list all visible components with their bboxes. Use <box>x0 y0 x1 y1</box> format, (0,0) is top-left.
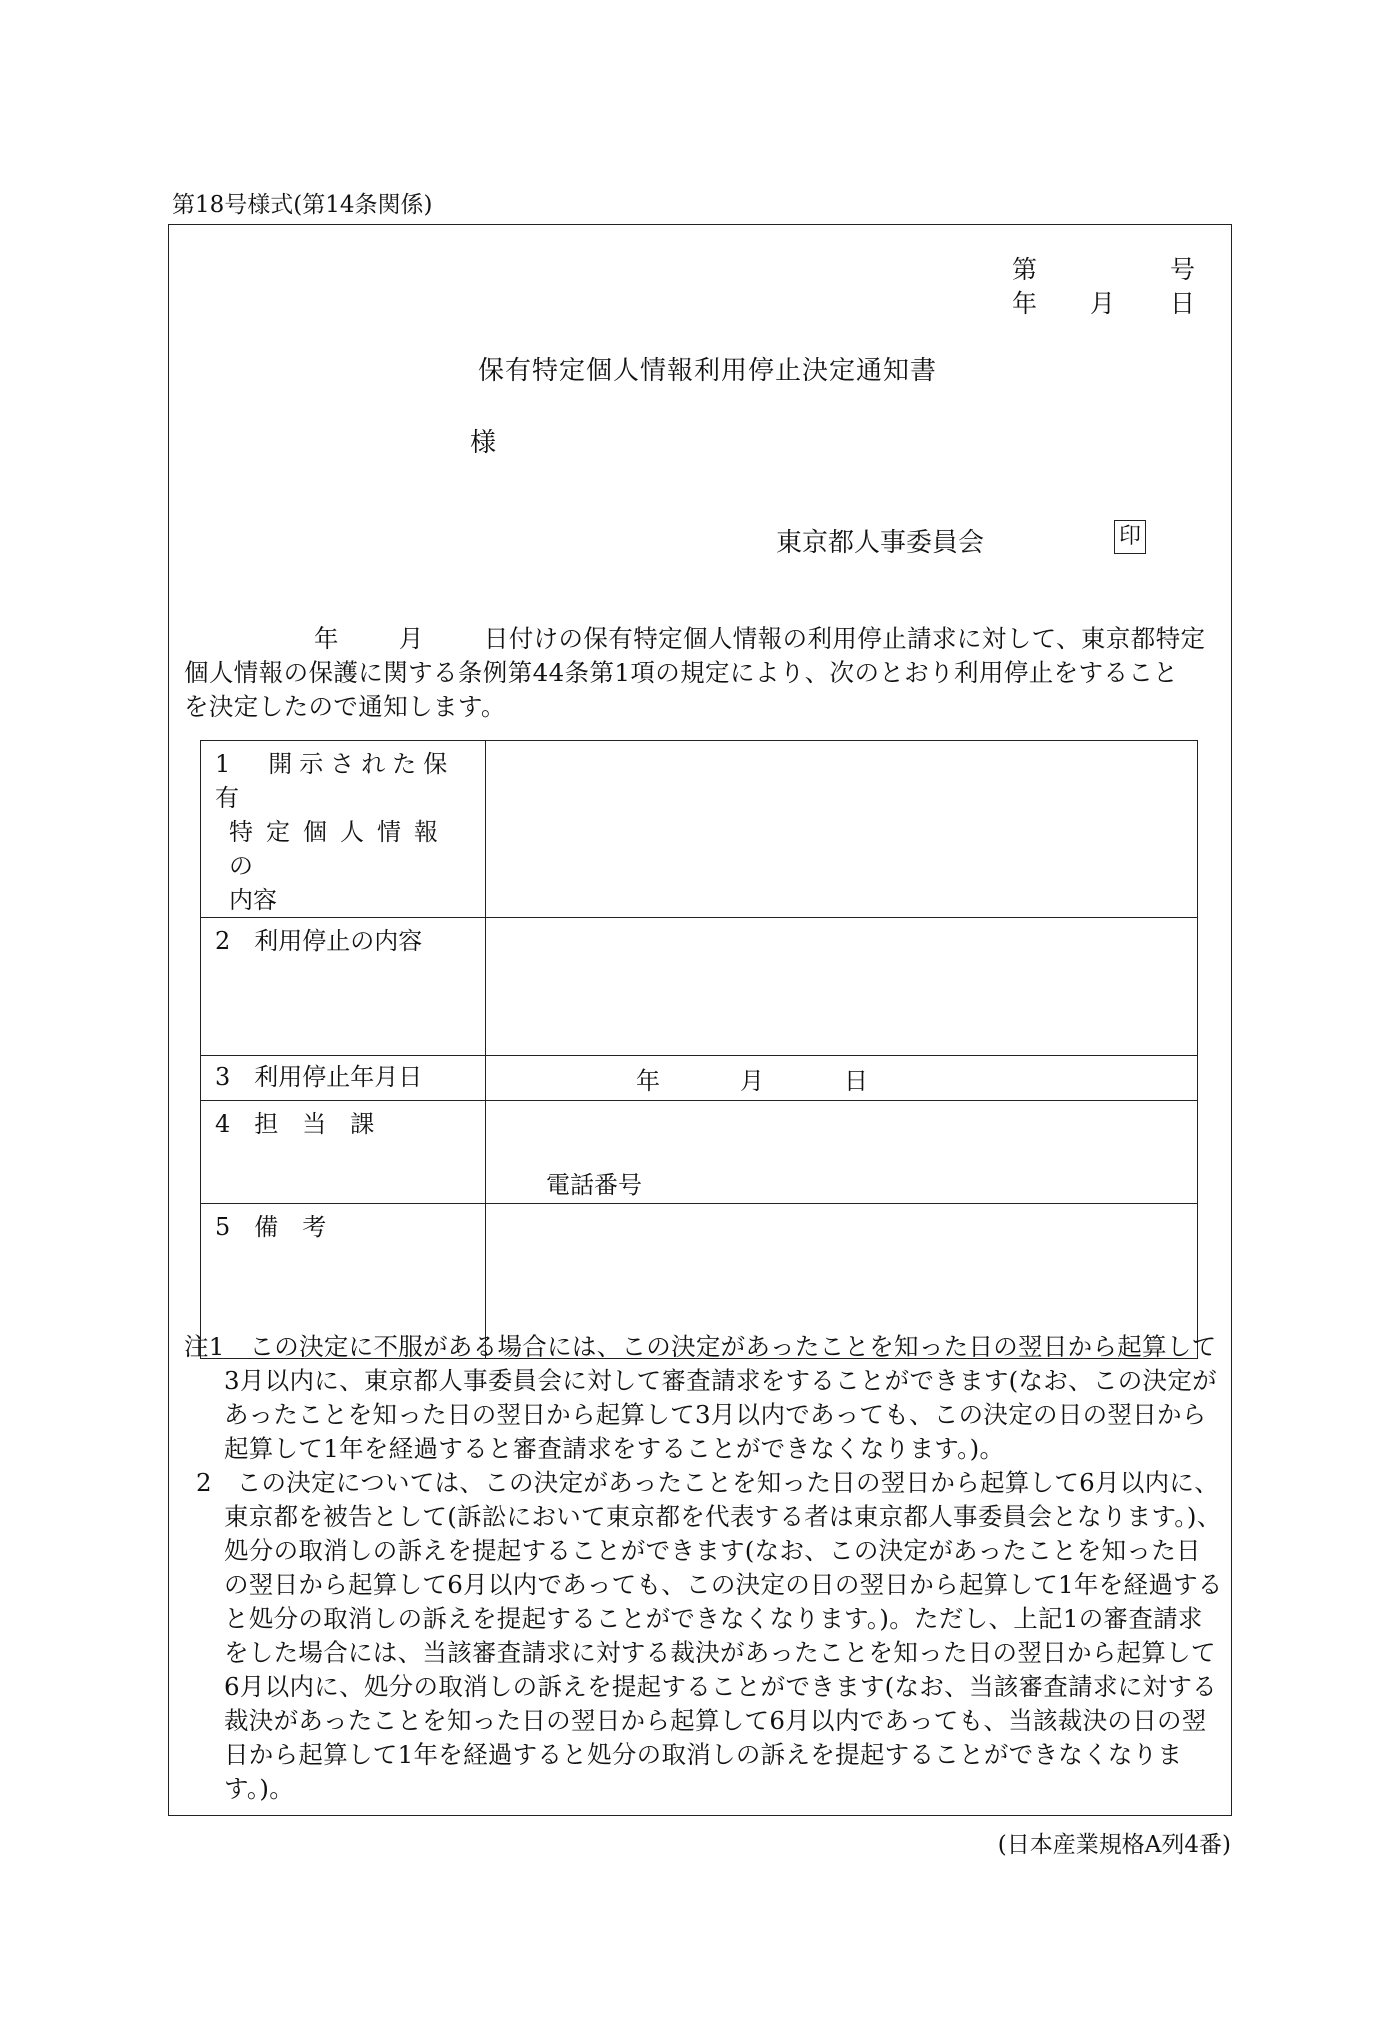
row1-label-line3: 内容 <box>229 886 277 914</box>
seal-mark: 印 <box>1114 520 1146 554</box>
table-row <box>201 1056 1198 1101</box>
body-line3: を決定したので通知します。 <box>184 692 506 721</box>
notes-section <box>184 1330 1224 1806</box>
row5-label: 5 備 考 <box>201 1204 486 1359</box>
row3-date <box>636 1061 868 1096</box>
doc-number-suffix: 号 <box>1170 255 1196 284</box>
row3-value[interactable] <box>486 1056 1198 1101</box>
note-2: 2 この決定については、この決定があったことを知った日の翌日から起算して6月以内に、東京都を被告として(訴訟において東京都を代表する者は東京都人事委員会となります。)、処分の取消しの訴えを提起することができます(なお、この決定があったことを知った日の翌日から起算して6月以内であっても、この決定の日の翌日から起算して1年を経過すると処分の取消しの訴えを提起することができなくなります。)。ただし、上記1の審査請求をした場合には、当該審査請求に対する裁決があったことを知った日の翌日から起算して6月以内に、処分の取消しの訴えを提起することができます(なお、当該審査請求に対する裁決があったことを知った日の翌日から起算して6月以内であっても、当該裁決の日の翌日から起算して1年を経過すると処分の取消しの訴えを提起することができなくなります。)。 <box>196 1468 1223 1803</box>
row1-value[interactable] <box>486 741 1198 918</box>
row1-label-line1: 1 開示された保有 <box>215 750 455 812</box>
row1-label-line2: 特定個人情報の <box>229 818 451 880</box>
table-row <box>201 918 1198 1056</box>
doc-date-day: 日 <box>1170 289 1196 318</box>
body-line2: 個人情報の保護に関する条例第44条第1項の規定により、次のとおり利用停止をすること <box>184 658 1179 687</box>
table-row <box>201 1101 1198 1204</box>
form-number-label: 第18号様式(第14条関係) <box>172 192 433 218</box>
doc-date-month: 月 <box>1090 289 1116 318</box>
row2-label: 2 利用停止の内容 <box>201 918 486 1056</box>
issuer-name: 東京都人事委員会 <box>776 528 985 558</box>
body-year: 年 <box>314 624 339 653</box>
row4-label: 4 担 当 課 <box>201 1101 486 1204</box>
decision-table <box>200 740 1198 1359</box>
body-month: 月 <box>398 624 424 653</box>
row1-label <box>201 741 486 918</box>
doc-date-year: 年 <box>1012 289 1038 318</box>
row3-month: 月 <box>740 1067 764 1095</box>
recipient-honorific: 様 <box>470 428 497 458</box>
row3-label: 3 利用停止年月日 <box>201 1056 486 1101</box>
document-title: 保有特定個人情報利用停止決定通知書 <box>478 356 938 386</box>
row2-value[interactable] <box>486 918 1198 1056</box>
row4-phone-label: 電話番号 <box>546 1171 642 1199</box>
paper-size-note: (日本産業規格A列4番) <box>997 1832 1231 1858</box>
table-row <box>201 741 1198 918</box>
row4-value[interactable] <box>486 1101 1198 1204</box>
body-line1: 日付けの保有特定個人情報の利用停止請求に対して、東京都特定 <box>483 624 1206 653</box>
note-1: 注1 この決定に不服がある場合には、この決定があったことを知った日の翌日から起算して3月以内に、東京都人事委員会に対して審査請求をすることができます(なお、この決定があったことを知った日の翌日から起算して3月以内であっても、この決定の日の翌日から起算して1年を経過すると審査請求をすることができなくなります。)。 <box>184 1332 1217 1463</box>
doc-number-prefix: 第 <box>1012 255 1038 284</box>
body-paragraph <box>184 622 1224 724</box>
row3-year: 年 <box>636 1067 660 1095</box>
row3-day: 日 <box>844 1067 868 1095</box>
